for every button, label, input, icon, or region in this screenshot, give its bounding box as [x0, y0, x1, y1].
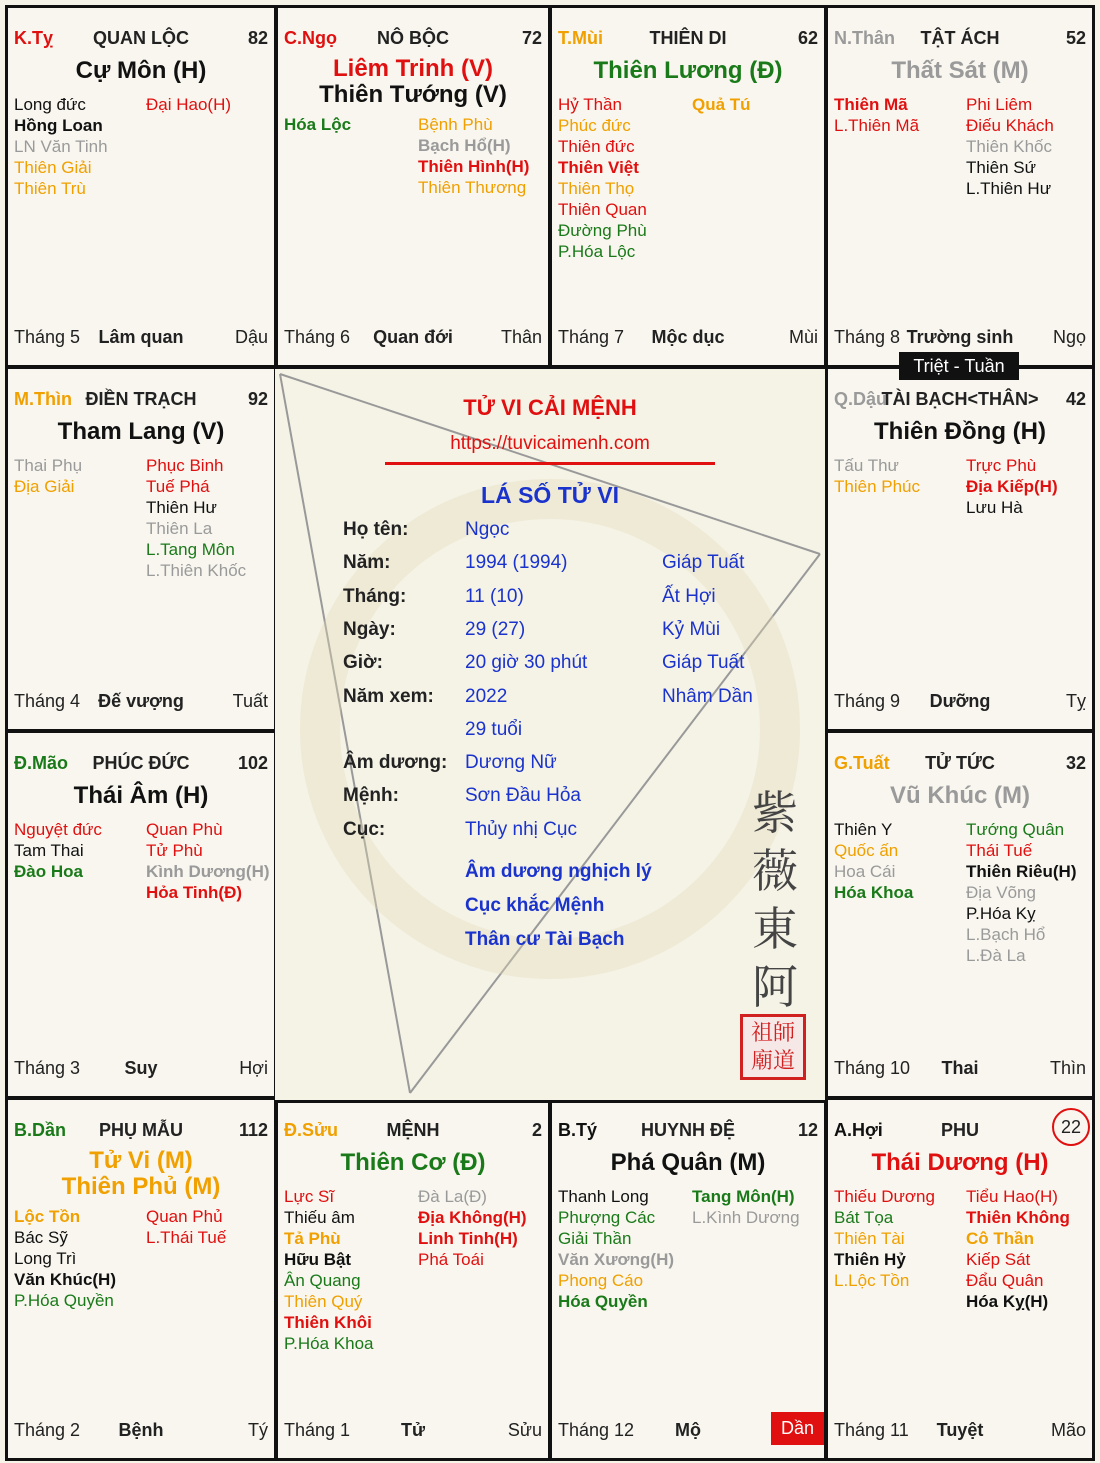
minor-star: Hỷ Thần [558, 95, 622, 114]
palace-name: MỆNH [386, 1120, 440, 1140]
palace-branch: Sửu [507, 1420, 542, 1440]
minor-star: Bác Sỹ [14, 1228, 68, 1247]
calligraphy-char: 東 [752, 902, 798, 956]
minor-star: Thiếu âm [284, 1208, 355, 1227]
minor-star: Thiên Khôi [284, 1313, 372, 1332]
palace-can-chi: Q.Dậu [834, 389, 888, 409]
minor-stars-left [14, 1206, 116, 1311]
minor-star: Quan Phù [146, 820, 223, 839]
palace-header [14, 753, 268, 777]
palace-header [284, 28, 542, 52]
minor-star: L.Đà La [966, 946, 1026, 965]
minor-stars-left [834, 455, 920, 497]
minor-star: L.Thái Tuế [146, 1228, 227, 1247]
minor-star: Thiên đức [558, 137, 635, 156]
minor-star: Thiên Sứ [966, 158, 1036, 177]
palace-can-chi: Đ.Sửu [284, 1120, 339, 1140]
minor-star: Phục Binh [146, 456, 224, 475]
minor-star: Giải Thần [558, 1229, 632, 1248]
palace-branch: Tỵ [1066, 691, 1086, 711]
seal-stamp: 祖師 廟道 [740, 1014, 806, 1080]
palace-branch: Dậu [234, 327, 268, 347]
chart-note: Thân cư Tài Bạch [465, 929, 625, 950]
palace-phu-mau[interactable] [5, 1097, 277, 1461]
palace-age-number: 42 [1065, 389, 1086, 409]
minor-stars-left [284, 114, 351, 135]
minor-star: Thiên Tài [834, 1229, 905, 1248]
lunar-month: Tháng 1 [284, 1420, 351, 1440]
minor-star: Trực Phù [966, 456, 1037, 475]
palace-age-number: 102 [237, 753, 268, 773]
minor-star: Thai Phụ [14, 456, 83, 475]
minor-star: Bệnh Phù [418, 115, 493, 134]
minor-star: Phá Toái [418, 1250, 484, 1269]
info-label: Mệnh: [343, 785, 399, 807]
minor-stars-left [834, 94, 919, 136]
minor-star: LN Văn Tinh [14, 137, 108, 156]
palace-branch: Hợi [239, 1058, 268, 1078]
info-value: 11 (10) [465, 585, 524, 607]
lunar-month: Tháng 4 [14, 691, 81, 711]
palace-name: TẬT ÁCH [920, 28, 1000, 48]
palace-huynh-de[interactable] [549, 1097, 827, 1461]
minor-star: L.Kình Dương [692, 1208, 800, 1227]
minor-star: L.Lộc Tồn [834, 1271, 910, 1290]
info-label: Cục: [343, 818, 386, 840]
palace-tat-ach[interactable] [825, 5, 1095, 368]
minor-star: Hóa Khoa [834, 883, 914, 902]
info-label: Họ tên: [343, 519, 409, 540]
minor-star: Địa Giải [14, 477, 75, 496]
palace-footer [14, 1058, 268, 1082]
minor-star: Địa Võng [966, 883, 1036, 902]
palace-name: TỬ TỨC [925, 753, 995, 773]
minor-stars-right [966, 819, 1077, 966]
minor-star: Thiên Thọ [558, 179, 635, 198]
minor-star: P.Hóa Lộc [558, 242, 636, 261]
palace-footer [14, 1420, 268, 1444]
palace-name: QUAN LỘC [93, 28, 189, 48]
minor-stars-right [146, 455, 246, 581]
palace-footer [834, 1058, 1086, 1082]
minor-star: Đà La(Đ) [418, 1187, 487, 1206]
info-value: Thủy nhị Cục [465, 818, 577, 840]
minor-star: Quốc ấn [834, 841, 899, 860]
info-can-chi: Ất Hợi [662, 585, 716, 607]
palace-age-number: 112 [238, 1120, 268, 1140]
palace-age-number: 12 [797, 1120, 818, 1140]
palace-can-chi: A.Hợi [834, 1120, 883, 1140]
main-stars [828, 419, 1092, 445]
minor-star: Văn Xương(H) [558, 1250, 675, 1269]
main-star: Thái Dương (H) [871, 1149, 1049, 1176]
minor-star: Bát Tọa [834, 1208, 894, 1227]
palace-can-chi: Đ.Mão [14, 753, 68, 773]
minor-star: Tuế Phá [146, 477, 210, 496]
minor-star: Kình Dương(H) [146, 862, 270, 881]
palace-menh[interactable] [275, 1097, 551, 1461]
lunar-month: Tháng 2 [14, 1420, 81, 1440]
main-stars [8, 58, 274, 84]
chart-note: Cục khắc Mệnh [465, 895, 605, 916]
minor-star: Địa Kiếp(H) [966, 477, 1058, 496]
palace-age-number: 52 [1065, 28, 1086, 48]
main-star: Thất Sát (M) [891, 57, 1029, 84]
main-star: Liêm Trinh (V) [332, 55, 493, 82]
main-stars [552, 1150, 824, 1176]
minor-star: Hoa Cái [834, 862, 896, 881]
palace-tai-bach[interactable] [825, 366, 1095, 732]
palace-age-number: 92 [247, 389, 268, 409]
calligraphy-char: 薇 [752, 844, 798, 898]
minor-star: Long đức [14, 95, 86, 114]
info-value: 29 tuổi [465, 718, 523, 740]
minor-star: Thiên Thương [418, 178, 527, 197]
minor-stars-right [966, 455, 1058, 518]
palace-footer [284, 1420, 542, 1444]
minor-star: Đại Hao(H) [146, 95, 232, 114]
minor-star: Thiên Hỷ [834, 1250, 906, 1269]
minor-star: Điếu Khách [966, 116, 1054, 135]
life-stage: Mộc dục [651, 327, 725, 347]
minor-star: Lực Sĩ [284, 1187, 335, 1206]
minor-stars-right [966, 94, 1054, 199]
palace-branch-active: Dần [771, 1412, 824, 1445]
palace-header [14, 389, 268, 413]
minor-stars-right [146, 1206, 226, 1248]
life-stage: Thai [941, 1058, 979, 1078]
main-star: Thiên Lương (Đ) [593, 57, 783, 84]
minor-star: Thiên Không [966, 1208, 1070, 1227]
lunar-month: Tháng 3 [14, 1058, 81, 1078]
main-stars [828, 58, 1092, 84]
main-stars [828, 1150, 1092, 1176]
main-stars [552, 58, 824, 84]
main-stars [278, 1150, 548, 1176]
minor-star: Đào Hoa [14, 862, 83, 881]
minor-star: Hóa Quyền [558, 1292, 648, 1311]
lunar-month: Tháng 7 [558, 327, 625, 347]
life-stage: Mộ [675, 1420, 701, 1440]
minor-star: L.Bạch Hổ [966, 925, 1046, 944]
minor-star: Thiên Y [834, 820, 893, 839]
palace-no-boc[interactable] [275, 5, 551, 368]
minor-star: Phúc đức [558, 116, 631, 135]
palace-header [558, 1120, 818, 1144]
main-stars [8, 783, 274, 809]
minor-star: Thiên Việt [558, 158, 639, 177]
minor-star: Thanh Long [558, 1187, 649, 1206]
minor-star: Tử Phù [146, 841, 203, 860]
info-value: Sơn Đầu Hỏa [465, 785, 581, 807]
site-title: TỬ VI CẢI MỆNH [463, 395, 637, 420]
minor-star: Tang Môn(H) [692, 1187, 795, 1206]
minor-star: Thiên La [146, 519, 213, 538]
lunar-month: Tháng 9 [834, 691, 901, 711]
life-stage: Tử [400, 1420, 426, 1440]
palace-name: THIÊN DI [649, 28, 727, 48]
palace-branch: Ngọ [1052, 327, 1086, 347]
palace-can-chi: B.Tý [558, 1120, 598, 1140]
minor-star: Phong Cáo [558, 1271, 644, 1290]
main-star: Tham Lang (V) [57, 418, 225, 445]
life-stage: Tuyệt [936, 1420, 984, 1440]
minor-star: P.Hóa Quyền [14, 1291, 114, 1310]
chart-title: LÁ SỐ TỬ VI [481, 482, 619, 508]
life-stage: Đế vượng [98, 691, 184, 711]
life-stage: Trường sinh [906, 327, 1014, 347]
main-star: Thiên Phủ (M) [61, 1173, 221, 1200]
main-star: Thiên Tướng (V) [319, 81, 507, 108]
minor-star: Quan Phủ [146, 1207, 223, 1226]
main-stars [8, 1148, 274, 1200]
life-stage: Quan đới [373, 327, 453, 347]
lunar-month: Tháng 5 [14, 327, 81, 347]
palace-phuc-duc[interactable] [5, 730, 277, 1099]
lunar-month: Tháng 11 [834, 1420, 909, 1440]
palace-name: NÔ BỘC [377, 28, 449, 48]
minor-star: Thiên Mã [834, 95, 908, 114]
minor-stars-left [284, 1186, 373, 1354]
palace-branch: Tuất [232, 691, 268, 711]
main-star: Cự Môn (H) [75, 57, 207, 84]
minor-star: L.Thiên Hư [966, 179, 1052, 198]
minor-stars-right [418, 114, 529, 198]
info-value: Dương Nữ [465, 752, 557, 774]
minor-stars-left [834, 819, 913, 903]
minor-star: Tam Thai [14, 841, 84, 860]
palace-quan-loc[interactable] [5, 5, 277, 368]
minor-star: Tướng Quân [966, 820, 1065, 839]
palace-can-chi: T.Mùi [558, 28, 603, 48]
palace-age-number: 62 [797, 28, 818, 48]
info-value: Ngọc [465, 519, 510, 540]
info-can-chi: Nhâm Dần [662, 685, 753, 707]
main-star: Thiên Cơ (Đ) [340, 1149, 486, 1176]
palace-branch: Mùi [788, 327, 818, 347]
minor-star: Lưu Hà [966, 498, 1023, 517]
calligraphy-char: 阿 [752, 960, 798, 1014]
palace-footer [14, 691, 268, 715]
palace-age-number: 72 [521, 28, 542, 48]
palace-branch: Mão [1050, 1420, 1086, 1440]
lunar-month: Tháng 6 [284, 327, 351, 347]
palace-header [834, 1120, 1086, 1144]
calligraphy-char: 紫 [752, 786, 798, 840]
triangle-lines [275, 369, 825, 1100]
palace-branch: Thìn [1049, 1058, 1086, 1078]
palace-age-number: 82 [247, 28, 268, 48]
info-can-chi: Giáp Tuất [662, 552, 745, 574]
lunar-month: Tháng 12 [558, 1420, 635, 1440]
minor-star: Ân Quang [284, 1271, 361, 1290]
minor-star: Linh Tinh(H) [418, 1229, 518, 1248]
minor-stars-left [14, 819, 102, 882]
circled-number-badge: 22 [1052, 1108, 1090, 1146]
triet-tuan-badge: Triệt - Tuần [899, 352, 1019, 380]
minor-star: Địa Không(H) [418, 1208, 527, 1227]
main-stars [8, 419, 274, 445]
minor-star: Kiếp Sát [966, 1250, 1031, 1269]
palace-name: PHỤ MẪU [99, 1120, 183, 1140]
palace-name: HUYNH ĐỆ [640, 1120, 735, 1140]
minor-star: Phi Liêm [966, 95, 1033, 114]
info-label: Giờ: [343, 652, 383, 674]
main-stars [828, 783, 1092, 809]
minor-star: Văn Khúc(H) [14, 1270, 116, 1289]
palace-age-number: 2 [531, 1120, 542, 1140]
minor-star: L.Thiên Khốc [146, 561, 247, 580]
info-can-chi: Giáp Tuất [662, 652, 745, 674]
minor-star: Bạch Hổ(H) [418, 136, 511, 155]
life-stage: Suy [124, 1058, 158, 1078]
minor-star: Hồng Loan [14, 116, 103, 135]
palace-header [14, 1120, 268, 1144]
minor-star: Nguyệt đức [14, 820, 102, 839]
minor-stars-left [558, 1186, 674, 1312]
minor-star: Thiếu Dương [834, 1187, 935, 1206]
palace-header [834, 28, 1086, 52]
minor-star: Phượng Các [558, 1208, 656, 1227]
palace-footer [834, 691, 1086, 715]
palace-header [558, 28, 818, 52]
minor-star: Long Trì [14, 1249, 77, 1268]
main-stars [278, 56, 548, 108]
minor-star: Hỏa Tinh(Đ) [146, 883, 243, 902]
minor-stars-left [14, 455, 82, 497]
info-can-chi: Kỷ Mùi [662, 618, 721, 640]
minor-star: Thái Tuế [966, 841, 1033, 860]
minor-star: Hóa Kỵ(H) [966, 1292, 1049, 1311]
info-label: Năm: [343, 552, 391, 574]
minor-star: Thiên Hình(H) [418, 157, 530, 176]
center-info-panel [275, 366, 825, 1103]
palace-branch: Tý [248, 1420, 268, 1440]
minor-stars-left [558, 94, 647, 262]
minor-star: Tấu Thư [834, 456, 899, 475]
main-star: Thiên Đồng (H) [874, 418, 1046, 445]
chart-note: Âm dương nghịch lý [465, 861, 652, 882]
palace-can-chi: M.Thìn [14, 389, 72, 409]
site-url-link[interactable]: https://tuvicaimenh.com [450, 433, 650, 454]
minor-stars-right [692, 94, 751, 115]
main-star: Thái Âm (H) [73, 782, 209, 809]
palace-can-chi: N.Thân [834, 28, 895, 48]
life-stage: Lâm quan [98, 327, 184, 347]
minor-star: P.Hóa Kỵ [966, 904, 1036, 923]
palace-age-number: 32 [1065, 753, 1086, 773]
palace-header [834, 753, 1086, 777]
info-label: Tháng: [343, 585, 407, 607]
palace-tu-tuc[interactable] [825, 730, 1095, 1099]
main-star: Tử Vi (M) [89, 1147, 193, 1174]
info-label: Âm dương: [343, 752, 448, 774]
minor-star: P.Hóa Khoa [284, 1334, 374, 1353]
info-label: Ngày: [343, 618, 396, 640]
minor-star: Thiên Giải [14, 158, 92, 177]
minor-star: Thiên Trù [14, 179, 86, 198]
minor-star: Thiên Hư [146, 498, 217, 517]
info-value: 20 giờ 30 phút [465, 652, 588, 674]
main-star: Vũ Khúc (M) [890, 782, 1030, 809]
minor-stars-left [834, 1186, 935, 1291]
palace-can-chi: K.Tỵ [14, 28, 54, 48]
lunar-month: Tháng 8 [834, 327, 901, 347]
palace-can-chi: G.Tuất [834, 753, 890, 773]
minor-stars-right [966, 1186, 1070, 1312]
minor-star: Hóa Lộc [284, 115, 352, 134]
palace-header [14, 28, 268, 52]
minor-star: Đẩu Quân [966, 1271, 1044, 1290]
minor-stars-left [14, 94, 108, 199]
palace-phu[interactable] [825, 1097, 1095, 1461]
minor-star: Đường Phù [558, 221, 647, 240]
info-label: Năm xem: [343, 685, 434, 707]
main-star: Phá Quân (M) [610, 1149, 766, 1176]
calligraphy [745, 784, 805, 1016]
minor-star: L.Tang Môn [146, 540, 235, 559]
palace-can-chi: C.Ngọ [284, 28, 337, 48]
palace-footer [834, 1420, 1086, 1444]
lunar-month: Tháng 10 [834, 1058, 911, 1078]
palace-header [834, 389, 1086, 413]
minor-star: Lộc Tồn [14, 1207, 81, 1226]
palace-footer [558, 1420, 818, 1444]
minor-stars-right [146, 94, 231, 115]
palace-name: TÀI BẠCH<THÂN> [881, 389, 1039, 409]
minor-star: Thiên Riêu(H) [966, 862, 1077, 881]
palace-footer [834, 327, 1086, 351]
palace-thien-di[interactable] [549, 5, 827, 368]
info-value: 1994 (1994) [465, 552, 568, 574]
url-underline [385, 462, 715, 465]
minor-star: Hữu Bật [284, 1250, 352, 1269]
minor-star: Thiên Khốc [966, 137, 1052, 156]
life-stage: Dưỡng [929, 691, 991, 711]
minor-stars-right [692, 1186, 800, 1228]
palace-branch: Thân [500, 327, 542, 347]
minor-star: Cô Thần [966, 1229, 1034, 1248]
minor-stars-right [146, 819, 270, 903]
info-value: 2022 [465, 685, 508, 707]
life-stage: Bệnh [118, 1420, 164, 1440]
palace-name: PHU [940, 1120, 979, 1140]
palace-header [284, 1120, 542, 1144]
minor-star: Tiểu Hao(H) [966, 1187, 1058, 1206]
minor-star: Thiên Quý [284, 1292, 363, 1311]
minor-star: L.Thiên Mã [834, 116, 920, 135]
minor-star: Quả Tú [692, 95, 751, 114]
palace-footer [558, 327, 818, 351]
palace-name: ĐIỀN TRẠCH [85, 389, 197, 409]
palace-footer [14, 327, 268, 351]
palace-footer [284, 327, 542, 351]
minor-stars-right [418, 1186, 527, 1270]
minor-star: Tả Phù [284, 1229, 341, 1248]
info-value: 29 (27) [465, 618, 526, 640]
minor-star: Thiên Quan [558, 200, 647, 219]
palace-can-chi: B.Dần [14, 1120, 67, 1140]
minor-star: Thiên Phúc [834, 477, 920, 496]
palace-dien-trach[interactable] [5, 366, 277, 732]
palace-name: PHÚC ĐỨC [92, 753, 190, 773]
